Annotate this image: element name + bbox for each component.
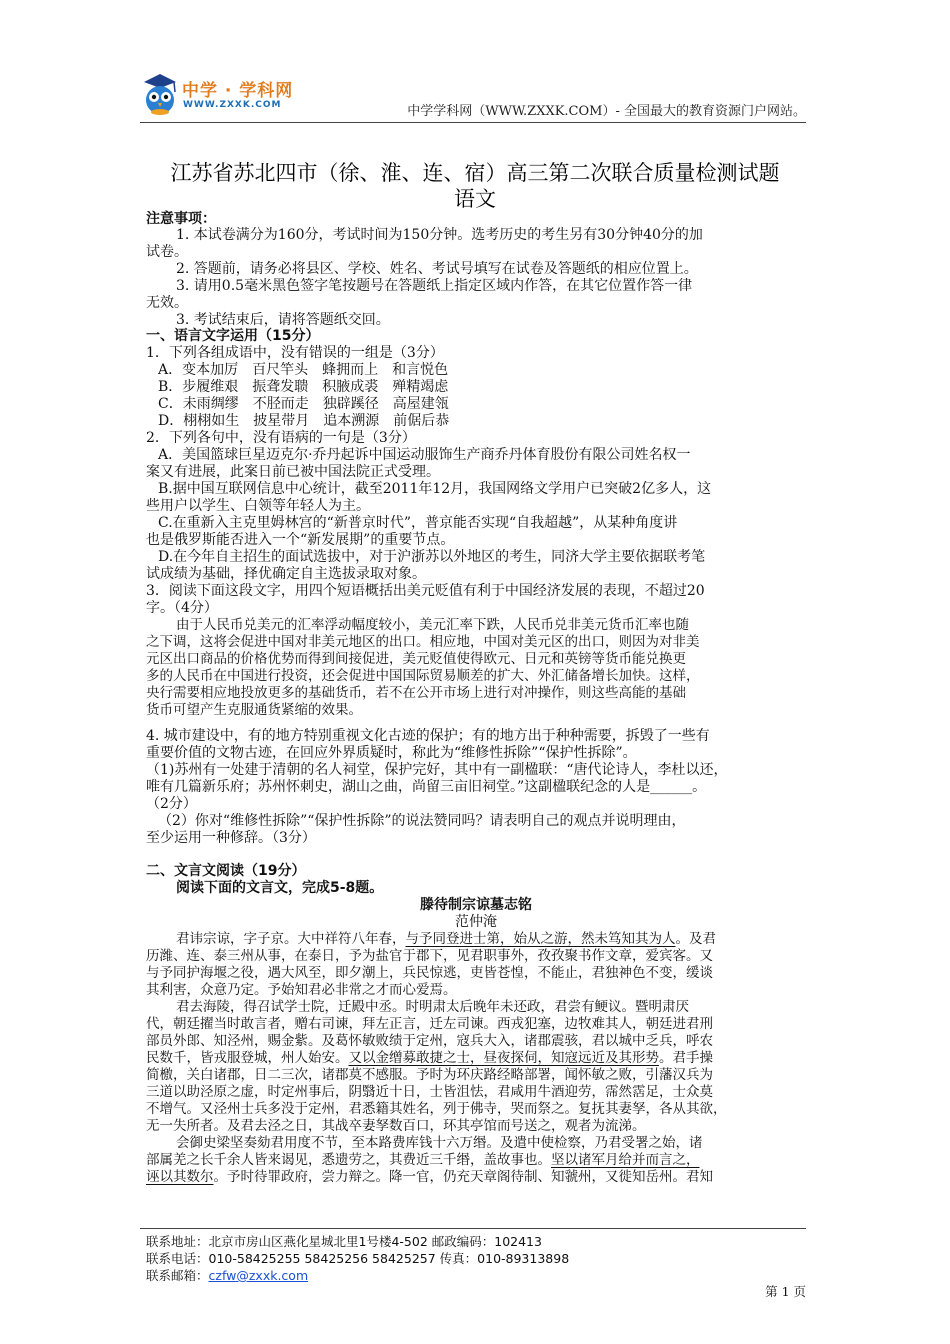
passage-line: 无一失所者。及君去泾之日，其战卒妻孥数百口，环其亭馆而号送之，观者为流涕。	[146, 1118, 646, 1134]
passage-line: 三道以助泾原之虚，时定州事后，阴翳近十日，士皆沮怯，君咸用牛酒迎劳，霈然霑足，士众莫	[146, 1084, 713, 1100]
header-tagline: 中学学科网（WWW.ZXXK.COM）- 全国最大的教育资源门户网站。	[407, 104, 806, 119]
question-stem: 3．阅读下面这段文字，用四个短语概括出美元贬值有利于中国经济发展的表现，不超过20	[146, 583, 705, 599]
answer-option-cont: 试成绩为基础，择优确定自主选拔录取对象。	[146, 566, 426, 582]
answer-option: B.据中国互联网信息中心统计，截至2011年12月，我国网络文学用户已突破2亿多人，这	[158, 481, 712, 497]
notice-heading: 注意事项：	[146, 211, 216, 227]
sub-question: （2）你对“维修性拆除”“保护性拆除”的说法赞同吗？请表明自己的观点并说明理由，	[158, 813, 686, 829]
question-stem: 2．下列各句中，没有语病的一句是（3分）	[146, 430, 416, 446]
question-stem: 1．下列各组成语中，没有错误的一组是（3分）	[146, 345, 444, 361]
section-instruction: 阅读下面的文言文，完成5-8题。	[176, 880, 384, 896]
passage-line: 历潍、连、泰三州从事，在泰日，予为盐官于郡下，见君职事外，孜孜聚书作文章，爱宾客。又	[146, 948, 713, 964]
passage-line: 之下调，这将会促进中国对非美元地区的出口。相应地，中国对美元区的出口，则因为对非美	[146, 634, 700, 650]
notice-item: 2. 答题前，请务必将县区、学校、姓名、考试号填写在试卷及答题纸的相应位置上。	[176, 261, 698, 277]
question-stem: 4. 城市建设中，有的地方特别重视文化古迹的保护；有的地方出于种种需要，拆毁了一些有	[146, 728, 710, 744]
passage-author: 范仲淹	[455, 914, 497, 930]
sub-question-cont: 至少运用一种修辞。（3分）	[146, 830, 316, 846]
section-heading: 一、语言文字运用（15分）	[146, 328, 320, 344]
answer-option: A．变本加厉 百尺竿头 蜂拥而上 和言悦色	[158, 362, 449, 378]
answer-option-cont: 案又有进展，此案日前已被中国法院正式受理。	[146, 464, 440, 480]
logo-chinese-text: 中学 · 学科网	[182, 81, 294, 101]
footer-email-link[interactable]: czfw@zxxk.com	[208, 1268, 309, 1283]
passage-line	[146, 1168, 713, 1186]
notice-item: 3. 考试结束后，请将答题纸交回。	[176, 312, 390, 328]
passage-text: 。君手操	[659, 1050, 713, 1066]
answer-option: C．未雨绸缪 不胫而走 独辟蹊径 高屋建瓴	[158, 396, 449, 412]
passage-line: 部员外郎、知泾州，赐金紫。及葛怀敏败绩于定州，寇兵大入，诸郡震骇，君以城中乏兵，呼农	[146, 1033, 713, 1049]
passage-line: 君去海陵，得召试学士院，迁殿中丞。时明肃太后晚年未还政，君尝有鲠议。暨明肃厌	[176, 999, 689, 1015]
owl-mascot-icon	[140, 72, 180, 116]
sub-question: （1)苏州有一处建于清朝的名人祠堂，保护完好，其中有一副楹联：“唐代论诗人，李杜以还，	[146, 762, 728, 778]
passage-line: 其利害，众意乃定。予始知君必非常之才而心爱焉。	[146, 982, 457, 998]
passage-text: 君讳宗谅，字子京。大中祥符八年春，	[176, 931, 406, 947]
passage-line: 元区出口商品的价格优势而得到间接促进，美元贬值使得欧元、日元和英镑等货币能兑换更	[146, 651, 686, 667]
sub-question-cont: （2分）	[146, 796, 197, 812]
notice-item: 1. 本试卷满分为160分，考试时间为150分钟。选考历史的考生另有30分钟40分的加	[176, 227, 703, 243]
underlined-sentence: 与予同登进士第，始从之游，然未笃知其为人	[405, 931, 676, 947]
passage-text: 民数千，皆戎服登城，州人始安。	[146, 1050, 349, 1066]
answer-option: D.在今年自主招生的面试选拔中，对于沪浙苏以外地区的考生，同济大学主要依据联考笔	[158, 549, 706, 565]
section-heading: 二、文言文阅读（19分）	[146, 863, 306, 879]
notice-item: 试卷。	[146, 244, 188, 260]
answer-option: D．栩栩如生 披星带月 追本溯源 前倨后恭	[158, 413, 450, 429]
passage-line	[176, 930, 716, 948]
footer-address: 联系地址：北京市房山区燕化星城北里1号楼4-502 邮政编码：102413	[146, 1234, 542, 1249]
notice-item: 无效。	[146, 295, 188, 311]
answer-option-cont: 些用户以学生、白领等年轻人为主。	[146, 498, 370, 514]
passage-text: 部属羌之长千余人皆来谒见，悉遗劳之，其费近三千缗，盖故事也。	[146, 1152, 551, 1168]
passage-line: 代，朝廷擢当时敢言者，赠右司谏，拜左正言，迁左司谏。西戎犯塞，边牧难其人，朝廷进君刑	[146, 1016, 713, 1032]
passage-line: 与予同护海堰之役，遇大风至，即夕潮上，兵民惊逃，吏皆苍惶，不能止，君独神色不变，缓谈	[146, 965, 713, 981]
passage-line: 多的人民币在中国进行投资，还会促进中国国际贸易顺差的扩大、外汇储备增长加快。这样，	[146, 668, 700, 684]
answer-option: B．步履维艰 振聋发聩 积腋成裘 殚精竭虑	[158, 379, 449, 395]
page-number: 第 1 页	[765, 1284, 806, 1299]
answer-option: C.在重新入主克里姆林宫的“新普京时代”，普京能否实现“自我超越”，从某种角度讲	[158, 515, 678, 531]
logo-url-text: WWW.ZXXK.COM	[183, 100, 282, 110]
passage-line: 简檄，关白诸郡，日二三次，诸郡莫不感服。予时为环庆路经略部署，闻怀敏之败，引藩汉兵为	[146, 1067, 713, 1083]
exam-subject: 语文	[454, 187, 496, 211]
passage-line: 央行需要相应地投放更多的基础货币，若不在公开市场上进行对冲操作，则这些高能的基础	[146, 685, 686, 701]
header-divider	[140, 122, 806, 123]
passage-line: 不增气。又泾州士兵多没于定州，君悉籍其姓名，列于佛寺，哭而祭之。复抚其妻孥，各从其欲，	[146, 1101, 727, 1117]
exam-title: 江苏省苏北四市（徐、淮、连、宿）高三第二次联合质量检测试题	[170, 161, 780, 185]
passage-line	[146, 1151, 700, 1169]
passage-line: 由于人民币兑美元的汇率浮动幅度较小，美元汇率下跌，人民币兑非美元货币汇率也随	[176, 617, 689, 633]
footer-divider	[140, 1228, 806, 1229]
answer-option: A．美国篮球巨星迈克尔·乔丹起诉中国运动服饰生产商乔丹体育股份有限公司姓名权一	[158, 447, 691, 463]
passage-line: 货币可望产生克服通货紧缩的效果。	[146, 702, 362, 718]
footer-phone: 联系电话：010-58425255 58425256 58425257 传真：010-89313898	[146, 1251, 570, 1266]
footer-email-label: 联系邮箱：	[146, 1268, 209, 1283]
answer-option-cont: 也是俄罗斯能否进入一个“新发展期”的重要节点。	[146, 532, 455, 548]
passage-text: 。及君	[675, 931, 716, 947]
notice-item: 3. 请用0.5毫米黑色签字笔按题号在答题纸上指定区域内作答，在其它位置作答一律	[176, 278, 693, 294]
underlined-sentence: 坚以诸军月给并而言之，	[551, 1152, 700, 1168]
passage-title: 滕待制宗谅墓志铭	[420, 897, 532, 913]
passage-text: 。予时待罪政府，尝力辩之。降一官，仍充天章阁待制、知虢州，又徙知岳州。君知	[213, 1169, 713, 1185]
underlined-sentence: 又以金缯募敢捷之士，昼夜探伺，知寇远近及其形势	[348, 1050, 659, 1066]
footer-email-row	[146, 1268, 308, 1284]
passage-line	[146, 1049, 713, 1067]
sub-question-cont: 唯有几篇新乐府；苏州怀刺史，湖山之曲，尚留三亩旧祠堂。”这副楹联纪念的人是______。	[146, 779, 707, 795]
question-stem-cont: 字。（4分）	[146, 600, 218, 616]
underlined-sentence: 诬以其数尔	[146, 1169, 214, 1185]
site-logo[interactable]	[140, 70, 294, 120]
passage-line: 会御史梁坚奏劾君用度不节，至本路费库钱十六万缗。及遣中使检察，乃君受署之始，诸	[176, 1135, 703, 1151]
question-stem-cont: 重要价值的文物古迹，在回应外界质疑时，称此为“维修性拆除”“保护性拆除”。	[146, 745, 637, 761]
